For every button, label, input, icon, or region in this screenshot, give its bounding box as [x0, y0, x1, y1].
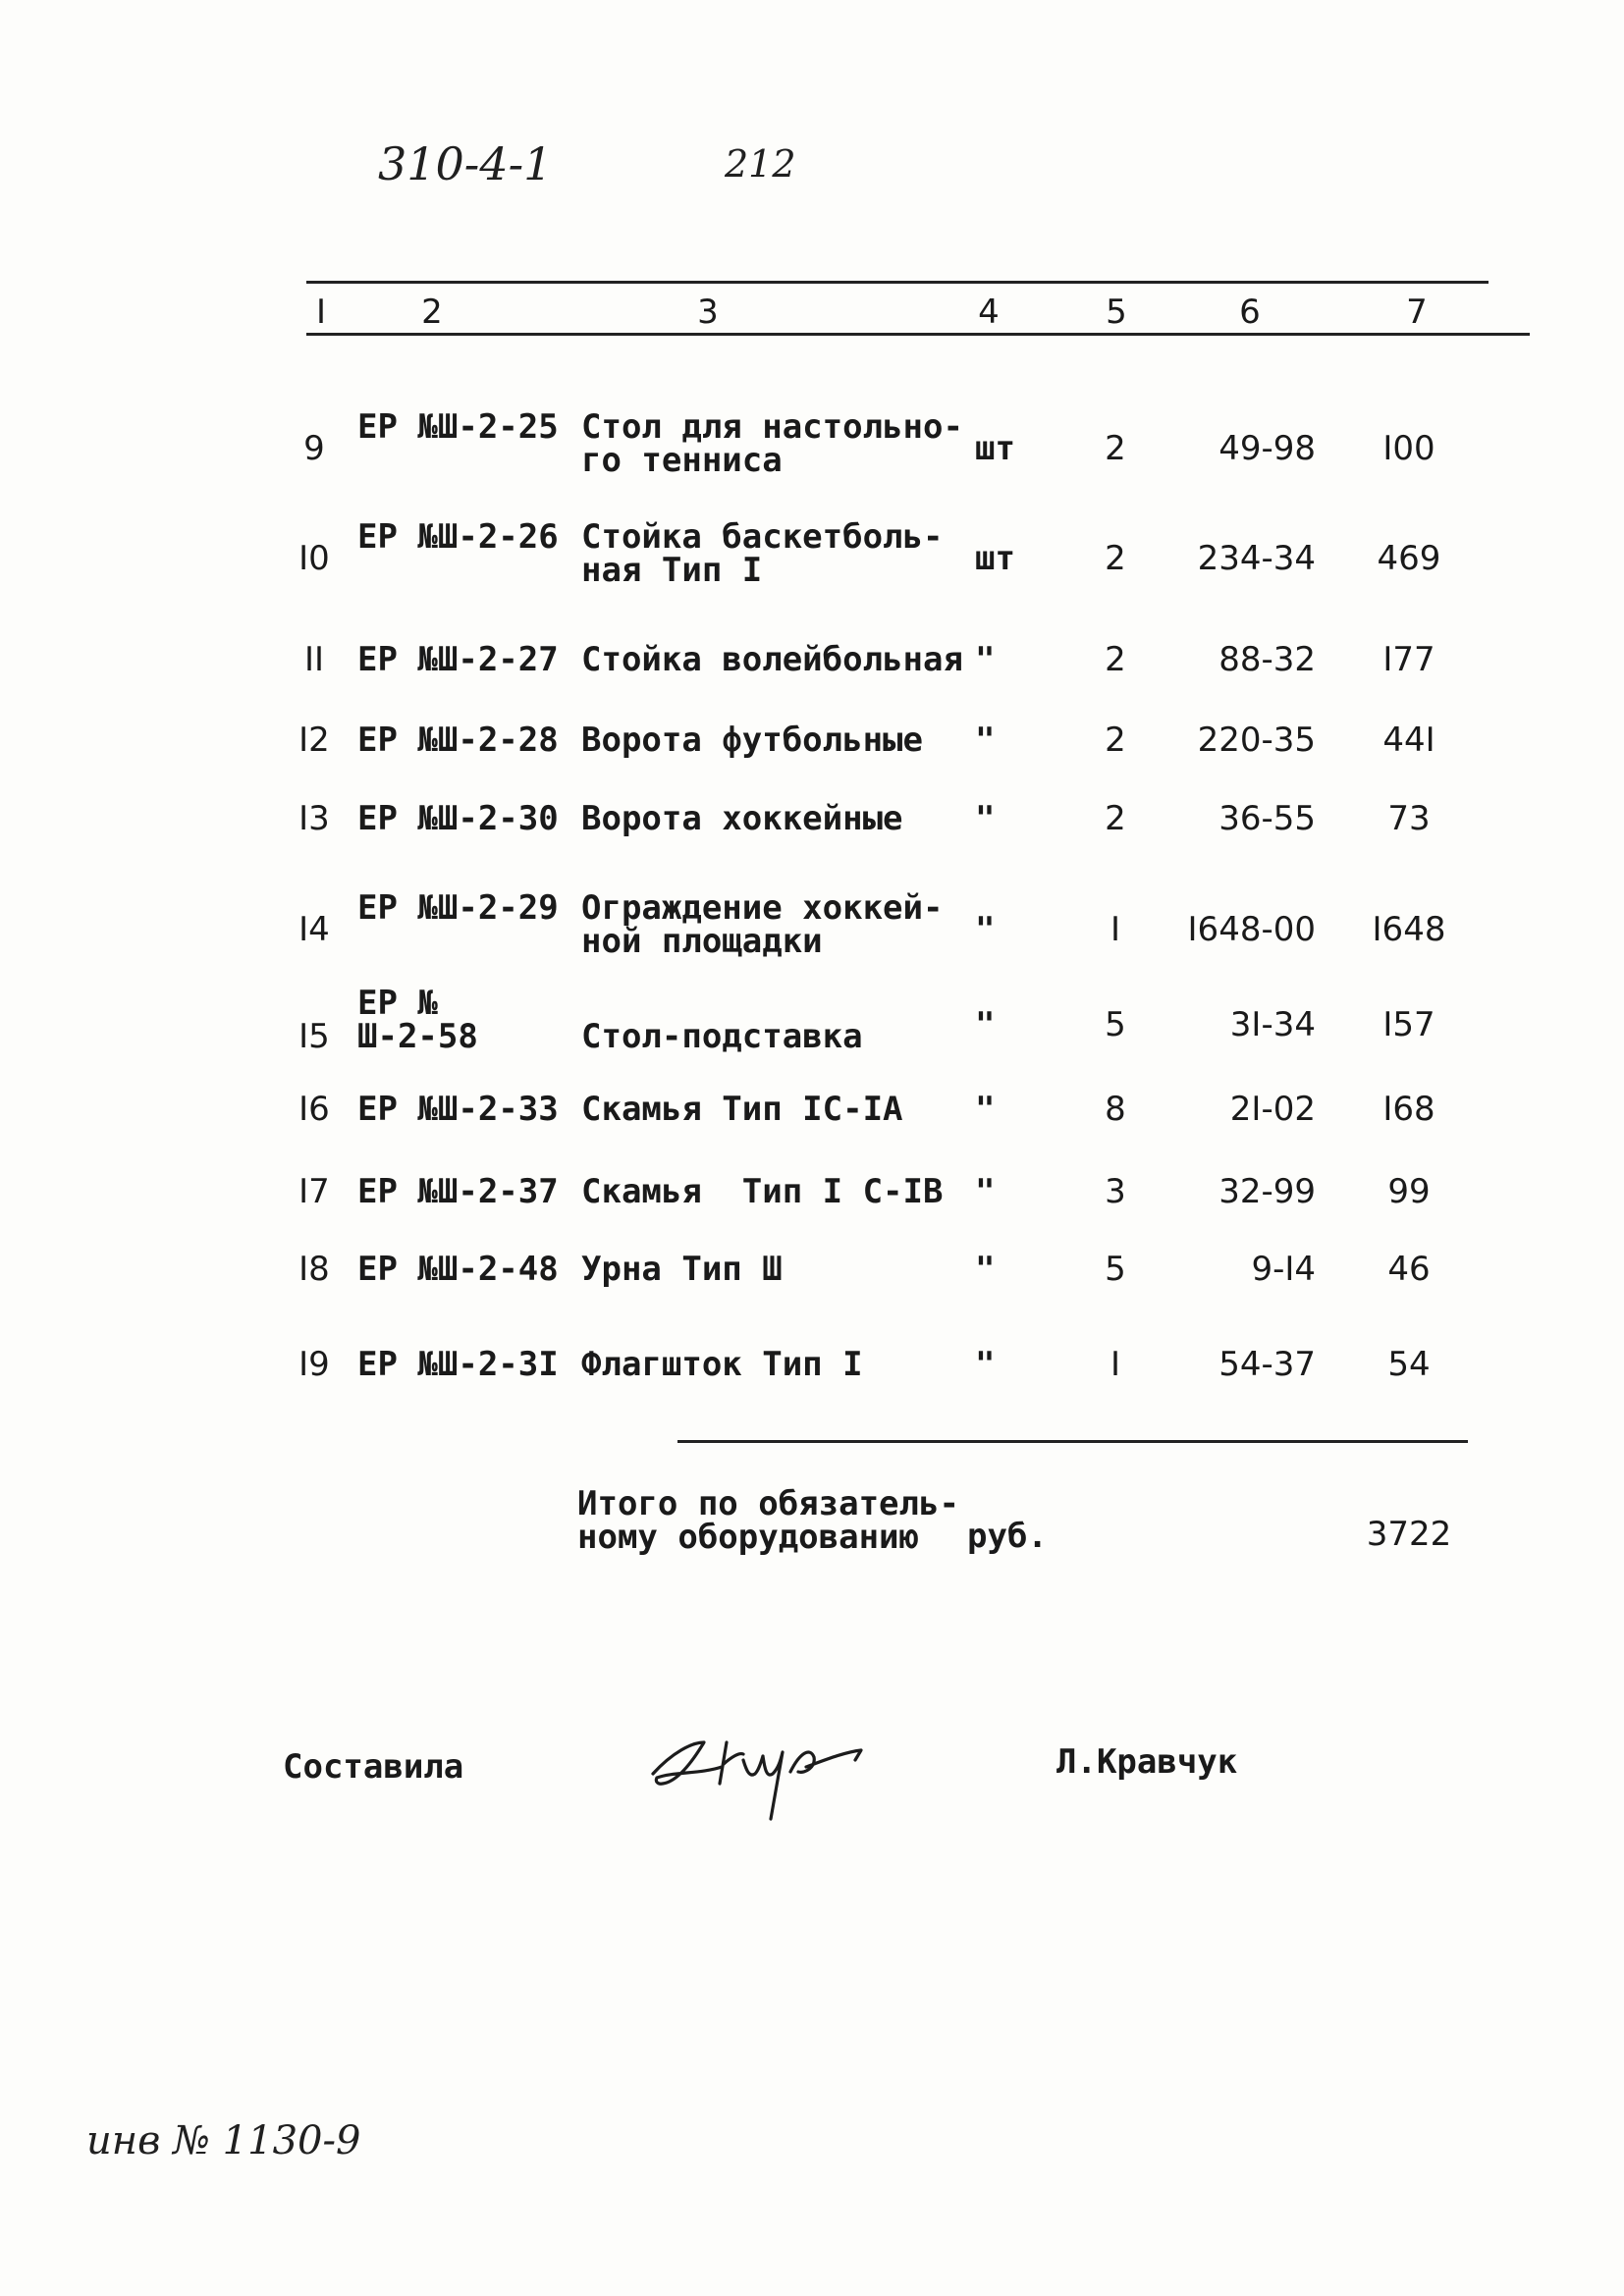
row-quantity: I	[1110, 1345, 1121, 1384]
row-price: 36-55	[1218, 799, 1316, 838]
signature-icon	[633, 1713, 879, 1821]
row-number: I2	[298, 721, 330, 760]
signer-name: Л.Кравчук	[1056, 1742, 1238, 1782]
row-code: ЕР №Ш-2-27	[357, 640, 559, 679]
row-number: I5	[298, 1017, 330, 1056]
total-unit: руб.	[967, 1517, 1048, 1556]
row-total: 73	[1387, 799, 1431, 838]
row-name: Стол для настольно- го тенниса	[581, 407, 963, 480]
row-quantity: 2	[1105, 539, 1126, 578]
row-quantity: 2	[1105, 640, 1126, 679]
row-code: ЕР №Ш-2-26	[357, 517, 559, 557]
row-number: I6	[298, 1090, 330, 1129]
row-total: 46	[1387, 1250, 1431, 1289]
row-price: 2I-02	[1229, 1090, 1316, 1129]
total-label: Итого по обязатель- ному оборудованию	[577, 1484, 959, 1557]
row-name: Флагшток Тип I	[581, 1345, 863, 1384]
row-quantity: 5	[1105, 1250, 1126, 1289]
row-name: Стойка баскетболь- ная Тип I	[581, 517, 944, 590]
row-number: II	[303, 640, 325, 679]
column-number-2: 2	[421, 293, 443, 332]
row-price: 220-35	[1197, 721, 1316, 760]
row-unit: "	[975, 640, 996, 679]
row-quantity: I	[1110, 910, 1121, 949]
row-total: 99	[1387, 1172, 1431, 1211]
row-unit: "	[975, 1345, 996, 1384]
row-code: ЕР №Ш-2-25	[357, 407, 559, 447]
row-quantity: 2	[1105, 799, 1126, 838]
row-name: Ограждение хоккей- ной площадки	[581, 888, 944, 961]
row-unit: "	[975, 1005, 996, 1044]
total-rule	[677, 1440, 1468, 1443]
row-code: ЕР №Ш-2-33	[357, 1090, 559, 1129]
row-price: 3I-34	[1229, 1005, 1316, 1044]
row-total: 44I	[1382, 721, 1435, 760]
row-name: Стол-подставка	[581, 1017, 863, 1056]
row-number: I0	[298, 539, 330, 578]
signer-role: Составила	[283, 1747, 464, 1787]
table-top-rule	[306, 281, 1489, 284]
row-price: 32-99	[1218, 1172, 1316, 1211]
total-value: 3722	[1366, 1515, 1452, 1554]
row-code: ЕР № Ш-2-58	[357, 984, 478, 1056]
row-total: 54	[1387, 1345, 1431, 1384]
row-quantity: 5	[1105, 1005, 1126, 1044]
inventory-number: инв № 1130-9	[86, 2118, 361, 2163]
row-unit: "	[975, 1090, 996, 1129]
row-name: Скамья Тип IС-IА	[581, 1090, 903, 1129]
row-total: I57	[1382, 1005, 1435, 1044]
row-price: 234-34	[1197, 539, 1316, 578]
row-code: ЕР №Ш-2-30	[357, 799, 559, 838]
row-price: I648-00	[1187, 910, 1316, 949]
row-total: I77	[1382, 640, 1435, 679]
row-number: I8	[298, 1250, 330, 1289]
row-unit: "	[975, 1172, 996, 1211]
row-total: I68	[1382, 1090, 1435, 1129]
row-code: ЕР №Ш-2-37	[357, 1172, 559, 1211]
row-code: ЕР №Ш-2-29	[357, 888, 559, 928]
row-number: I7	[298, 1172, 330, 1211]
row-total: 469	[1377, 539, 1441, 578]
row-name: Скамья Тип I С-IВ	[581, 1172, 944, 1211]
column-number-5: 5	[1106, 293, 1127, 332]
row-name: Урна Тип Ш	[581, 1250, 783, 1289]
document-code: 310-4-1	[378, 137, 553, 190]
row-number: I3	[298, 799, 330, 838]
row-price: 88-32	[1218, 640, 1316, 679]
row-number: I9	[298, 1345, 330, 1384]
column-number-4: 4	[978, 293, 1000, 332]
row-price: 9-I4	[1251, 1250, 1316, 1289]
row-price: 49-98	[1218, 429, 1316, 468]
row-total: I648	[1372, 910, 1446, 949]
row-total: I00	[1382, 429, 1435, 468]
row-number: I4	[298, 910, 330, 949]
row-unit: "	[975, 910, 996, 949]
row-quantity: 3	[1105, 1172, 1126, 1211]
table-header-rule	[306, 333, 1530, 336]
column-number-7: 7	[1406, 293, 1428, 332]
row-unit: "	[975, 1250, 996, 1289]
column-number-3: 3	[697, 293, 719, 332]
row-code: ЕР №Ш-2-48	[357, 1250, 559, 1289]
row-code: ЕР №Ш-2-3I	[357, 1345, 559, 1384]
row-unit: шт	[975, 429, 1015, 468]
column-number-1: I	[315, 293, 327, 332]
row-unit: "	[975, 721, 996, 760]
row-code: ЕР №Ш-2-28	[357, 721, 559, 760]
row-quantity: 2	[1105, 429, 1126, 468]
row-unit: шт	[975, 539, 1015, 578]
row-unit: "	[975, 799, 996, 838]
column-number-6: 6	[1239, 293, 1261, 332]
row-name: Ворота футбольные	[581, 721, 923, 760]
row-name: Ворота хоккейные	[581, 799, 903, 838]
row-quantity: 2	[1105, 721, 1126, 760]
row-number: 9	[303, 429, 325, 468]
row-price: 54-37	[1218, 1345, 1316, 1384]
row-name: Стойка волейбольная	[581, 640, 963, 679]
row-quantity: 8	[1105, 1090, 1126, 1129]
page-number: 212	[725, 142, 796, 186]
